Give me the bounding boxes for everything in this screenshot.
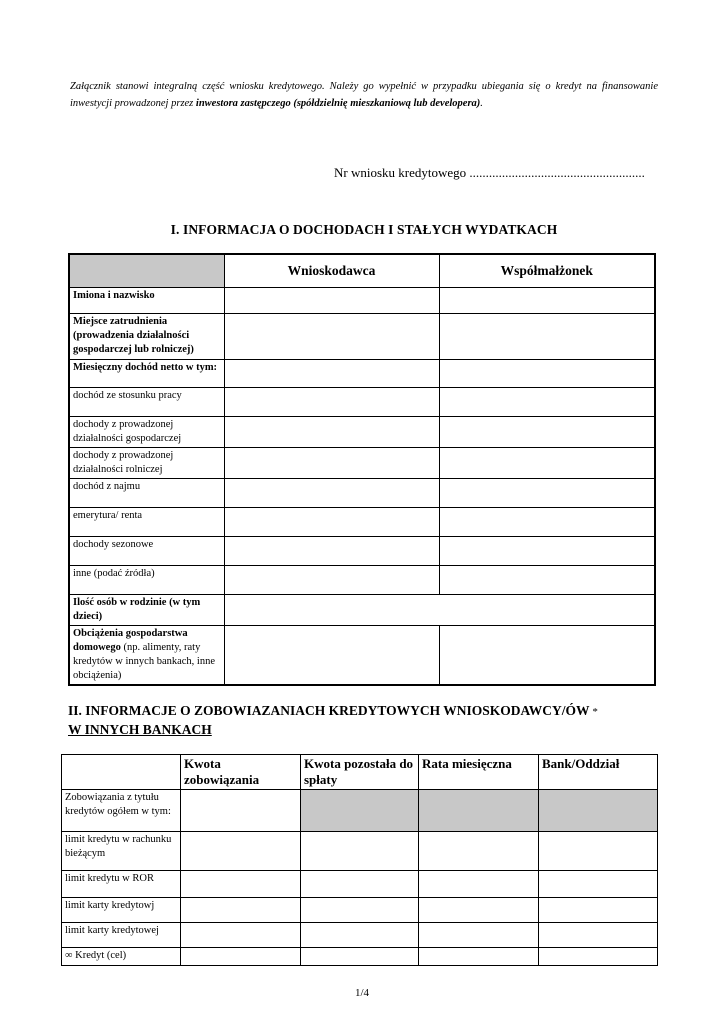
ror-amount-field[interactable] [181,871,301,898]
income-table [68,253,656,686]
row-total-label: Zobowiązania z tytułu kredytów ogółem w tym: [62,790,181,832]
row-household-label: Ilość osób w rodzinie (w tym dzieci) [69,594,224,625]
row-net-income-label: Miesięczny dochód netto w tym: [69,359,224,387]
card1-installment-field[interactable] [419,898,539,923]
spouse-other-field[interactable] [439,565,655,594]
applicant-burdens-field[interactable] [224,625,439,685]
row-business-income-label: dochody z prowadzonej działalności gospodarczej [69,416,224,447]
card2-installment-field[interactable] [419,923,539,948]
loan-remaining-field[interactable] [301,948,419,966]
applicant-farm-income-field[interactable] [224,447,439,478]
applicant-other-field[interactable] [224,565,439,594]
spouse-net-income-field[interactable] [439,359,655,387]
spouse-employment-income-field[interactable] [439,387,655,416]
note-end: . [480,98,483,109]
spouse-rental-income-field[interactable] [439,478,655,507]
col-remaining: Kwota pozostała do spłaty [301,755,419,790]
card1-amount-field[interactable] [181,898,301,923]
ror-installment-field[interactable] [419,871,539,898]
ror-bank-field[interactable] [539,871,658,898]
loan-installment-field[interactable] [419,948,539,966]
applicant-seasonal-field[interactable] [224,536,439,565]
row-burdens-label: Obciążenia gospodarstwa domowego (np. alimenty, raty kredytów w innych bankach, inne obciążenia) [69,625,224,685]
page-number: 1/4 [354,987,370,999]
card1-bank-field[interactable] [539,898,658,923]
liabilities-table [61,754,658,966]
total-bank-cell [539,790,658,832]
overdraft-bank-field[interactable] [539,832,658,871]
applicant-pension-field[interactable] [224,507,439,536]
row-employment-income-label: dochód ze stosunku pracy [69,387,224,416]
row-card2-label: limit karty kredytowej [62,923,181,948]
header-empty-cell [62,755,181,790]
applicant-employment-field[interactable] [224,313,439,359]
overdraft-installment-field[interactable] [419,832,539,871]
row-seasonal-label: dochody sezonowe [69,536,224,565]
total-remaining-cell [301,790,419,832]
note-text: Załącznik stanowi integralną część wniosku kredytowego. Należy go wypełnić w przypadku ubiegania się o kredyt na finansowanie inwestycji prowadzonej przez [70,81,658,109]
spouse-names-field[interactable] [439,287,655,313]
row-card1-label: limit karty kredytowj [62,898,181,923]
applicant-names-field[interactable] [224,287,439,313]
col-amount: Kwota zobowiązania [181,755,301,790]
col-monthly-installment: Rata miesięczna [419,755,539,790]
spouse-seasonal-field[interactable] [439,536,655,565]
spouse-business-income-field[interactable] [439,416,655,447]
overdraft-remaining-field[interactable] [301,832,419,871]
row-names-label: Imiona i nazwisko [69,287,224,313]
card2-remaining-field[interactable] [301,923,419,948]
total-installment-cell [419,790,539,832]
card1-remaining-field[interactable] [301,898,419,923]
row-other-label: inne (podać źródła) [69,565,224,594]
attachment-note [70,78,658,112]
row-ror-label: limit kredytu w ROR [62,871,181,898]
applicant-business-income-field[interactable] [224,416,439,447]
card2-bank-field[interactable] [539,923,658,948]
note-bold: inwestora zastępczego (spółdzielnię mieszkaniową lub developera) [195,98,481,109]
col-bank-branch: Bank/Oddział [539,755,658,790]
section2-title: II. INFORMACJE O ZOBOWIAZANIACH KREDYTOWYCH WNIOSKODAWCY/ÓW * W INNYCH BANKACH [68,703,598,737]
spouse-farm-income-field[interactable] [439,447,655,478]
col-applicant: Wnioskodawca [224,254,439,287]
row-employment-label: Miejsce zatrudnienia (prowadzenia działalności gospodarczej lub rolniczej) [69,313,224,359]
spouse-burdens-field[interactable] [439,625,655,685]
spouse-employment-field[interactable] [439,313,655,359]
applicant-rental-income-field[interactable] [224,478,439,507]
spouse-pension-field[interactable] [439,507,655,536]
row-farm-income-label: dochody z prowadzonej działalności rolniczej [69,447,224,478]
applicant-net-income-field[interactable] [224,359,439,387]
application-number: Nr wniosku kredytowego ...................................................... [334,165,645,180]
overdraft-amount-field[interactable] [181,832,301,871]
household-size-field[interactable] [224,594,655,625]
card2-amount-field[interactable] [181,923,301,948]
row-rental-income-label: dochód z najmu [69,478,224,507]
header-empty-cell [69,254,224,287]
loan-bank-field[interactable] [539,948,658,966]
total-amount-field[interactable] [181,790,301,832]
loan-amount-field[interactable] [181,948,301,966]
section1-title: I. INFORMACJA O DOCHODACH I STAŁYCH WYDATKACH [170,222,558,237]
applicant-employment-income-field[interactable] [224,387,439,416]
row-loan-label: ∞ Kredyt (cel) [62,948,181,966]
ror-remaining-field[interactable] [301,871,419,898]
row-pension-label: emerytura/ renta [69,507,224,536]
col-spouse: Współmałżonek [439,254,655,287]
row-overdraft-label: limit kredytu w rachunku bieżącym [62,832,181,871]
